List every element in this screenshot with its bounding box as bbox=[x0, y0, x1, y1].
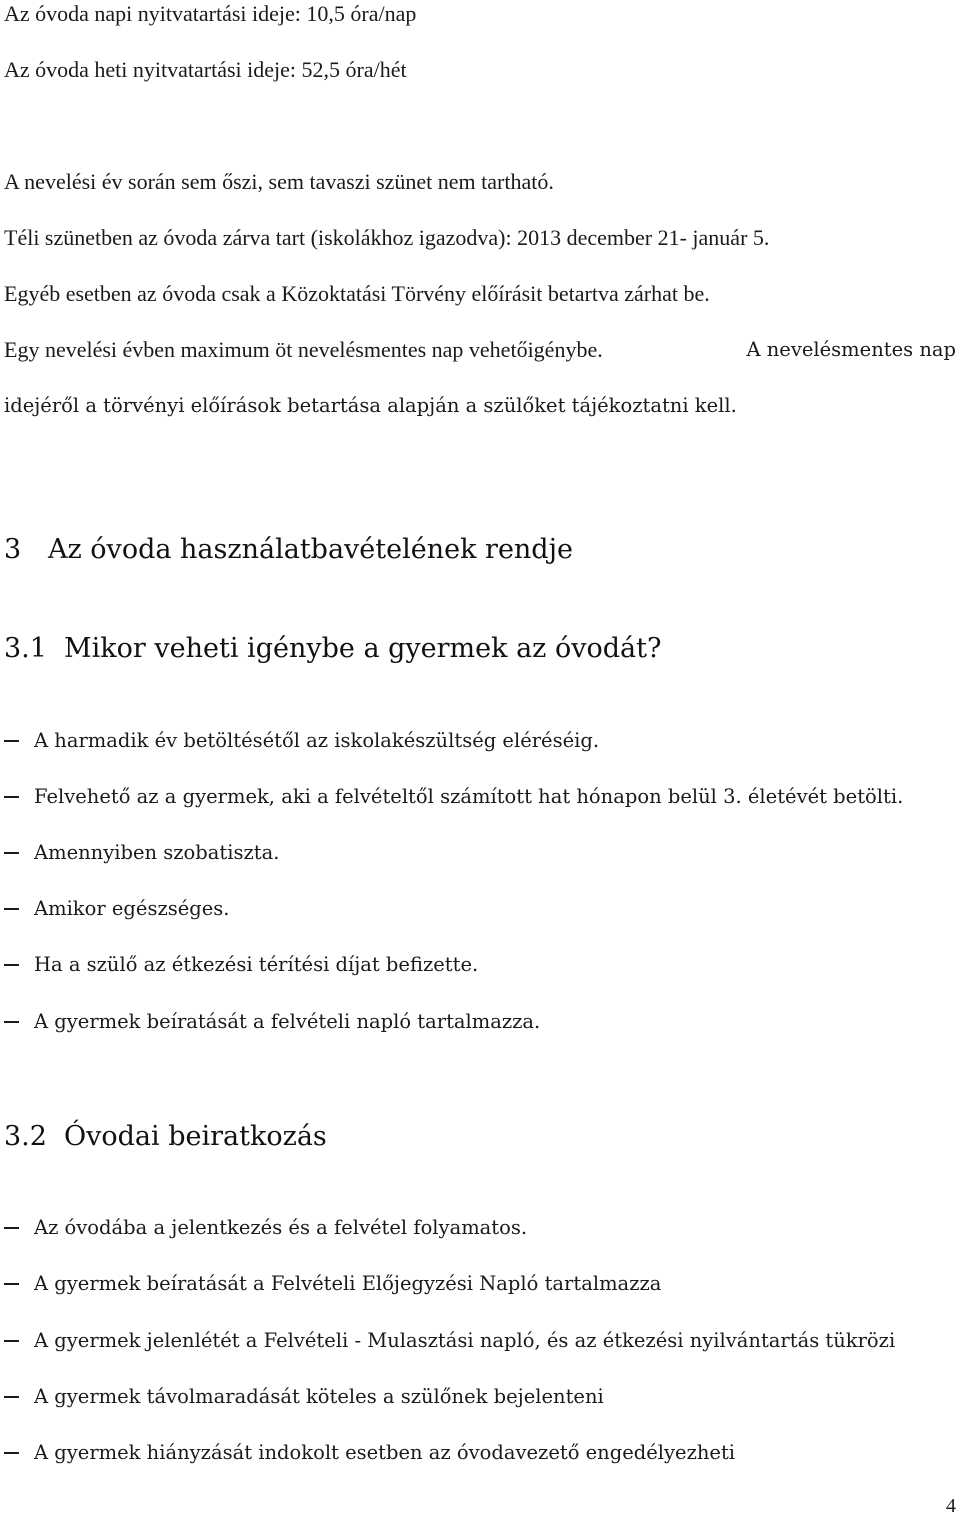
dash-bullet-icon bbox=[4, 1227, 19, 1229]
section-3-1-heading bbox=[4, 632, 661, 666]
section-3-2-heading bbox=[4, 1120, 327, 1154]
text-winter-break: Téli szünetben az óvoda zárva tart (iskolákhoz igazodva): 2013 december 21- január 5. bbox=[4, 225, 770, 250]
text-nevelesmentes-line2: idejéről a törvényi előírások betartása alapján a szülőket tájékoztatni kell. bbox=[4, 394, 737, 417]
section-3-number: 3 bbox=[4, 534, 22, 565]
dash-bullet-icon bbox=[4, 1396, 19, 1398]
section-3-2-number: 3.2 bbox=[4, 1121, 47, 1152]
dash-bullet-icon bbox=[4, 908, 19, 910]
dash-bullet-icon bbox=[4, 740, 19, 742]
dash-bullet-icon bbox=[4, 852, 19, 854]
text-no-breaks: A nevelési év során sem őszi, sem tavaszi szünet nem tartható. bbox=[4, 169, 554, 194]
dash-bullet-icon bbox=[4, 796, 19, 798]
dash-bullet-icon bbox=[4, 1340, 19, 1342]
text-daily-opening-hours: Az óvoda napi nyitvatartási ideje: 10,5 óra/nap bbox=[4, 1, 417, 26]
section-3-1-title: Mikor veheti igénybe a gyermek az óvodát? bbox=[64, 633, 662, 664]
dash-bullet-icon bbox=[4, 1021, 19, 1023]
paragraph-nevelesmentes-line1 bbox=[4, 336, 956, 364]
page-number: 4 bbox=[946, 1495, 956, 1517]
dash-bullet-icon bbox=[4, 1283, 19, 1285]
section-3-title: Az óvoda használatbavételének rendje bbox=[48, 534, 573, 565]
text-weekly-opening-hours: Az óvoda heti nyitvatartási ideje: 52,5 óra/hét bbox=[4, 57, 407, 82]
dash-bullet-icon bbox=[4, 1452, 19, 1454]
section-3-heading bbox=[4, 533, 573, 567]
text-other-closure: Egyéb esetben az óvoda csak a Közoktatási Törvény előírásit betartva zárhat be. bbox=[4, 281, 710, 306]
text-nevelesmentes-part2: A nevelésmentes nap bbox=[746, 338, 956, 361]
section-3-1-number: 3.1 bbox=[4, 633, 47, 664]
section-3-2-title: Óvodai beiratkozás bbox=[64, 1121, 327, 1152]
text-nevelesmentes-part1: Egy nevelési évben maximum öt nevelésmentes nap vehetőigénybe. bbox=[4, 337, 603, 362]
dash-bullet-icon bbox=[4, 964, 19, 966]
